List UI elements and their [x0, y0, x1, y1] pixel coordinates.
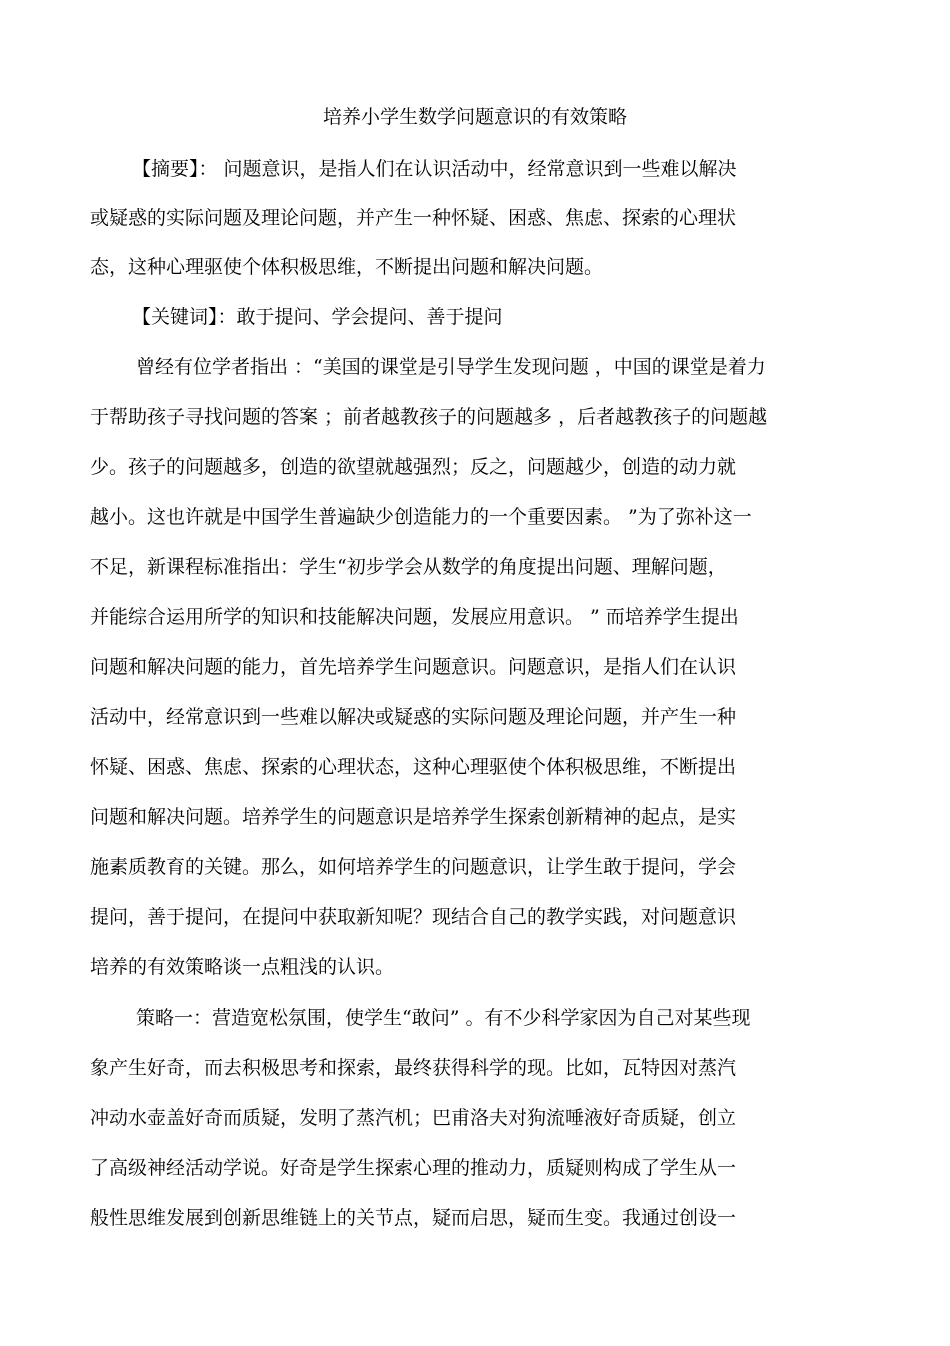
- strategy-paragraph-line: 策略一：营造宽松氛围，使学生“敢问” 。有不少科学家因为自己对某些现: [136, 1007, 751, 1029]
- body-paragraph-line: 提问，善于提问，在提问中获取新知呢？现结合自己的教学实践，对问题意识: [90, 906, 737, 928]
- body-paragraph-line: 活动中，经常意识到一些难以解决或疑惑的实际问题及理论问题，并产生一种: [90, 706, 737, 728]
- document-title: 培养小学生数学问题意识的有效策略: [322, 106, 627, 128]
- abstract-line: 或疑惑的实际问题及理论问题，并产生一种怀疑、困惑、焦虑、探索的心理状: [90, 207, 737, 229]
- body-paragraph-line: 施素质教育的关键。那么，如何培养学生的问题意识，让学生敢于提问，学会: [90, 856, 737, 878]
- body-paragraph-line: 曾经有位学者指出 ：“美国的课堂是引导学生发现问题 ，中国的课堂是着力: [136, 356, 766, 378]
- body-paragraph-line: 怀疑、困惑、焦虑、探索的心理状态，这种心理驱使个体积极思维，不断提出: [90, 756, 737, 778]
- body-paragraph-line: 并能综合运用所学的知识和技能解决问题，发展应用意识。 ” 而培养学生提出: [90, 606, 739, 628]
- strategy-paragraph-line: 般性思维发展到创新思维链上的关节点，疑而启思，疑而生变。我通过创设一: [90, 1207, 737, 1229]
- body-paragraph-line: 少。孩子的问题越多，创造的欲望就越强烈；反之，问题越少，创造的动力就: [90, 456, 737, 478]
- strategy-paragraph-line: 象产生好奇，而去积极思考和探索，最终获得科学的现。比如，瓦特因对蒸汽: [90, 1057, 737, 1079]
- body-paragraph-line: 于帮助孩子寻找问题的答案 ；前者越教孩子的问题越多 ，后者越教孩子的问题越: [90, 406, 768, 428]
- keywords-line: 【关键词】：敢于提问、学会提问、善于提问: [132, 306, 503, 328]
- body-paragraph-line: 问题和解决问题的能力，首先培养学生问题意识。问题意识，是指人们在认识: [90, 656, 737, 678]
- body-paragraph-line: 培养的有效策略谈一点粗浅的认识。: [90, 956, 395, 978]
- strategy-paragraph-line: 了高级神经活动学说。好奇是学生探索心理的推动力，质疑则构成了学生从一: [90, 1157, 737, 1179]
- abstract-line: 【摘要】： 问题意识，是指人们在认识活动中，经常意识到一些难以解决: [132, 158, 737, 180]
- abstract-line: 态，这种心理驱使个体积极思维，不断提出问题和解决问题。: [90, 256, 604, 278]
- body-paragraph-line: 问题和解决问题。培养学生的问题意识是培养学生探索创新精神的起点，是实: [90, 806, 737, 828]
- strategy-paragraph-line: 冲动水壶盖好奇而质疑，发明了蒸汽机；巴甫洛夫对狗流唾液好奇质疑，创立: [90, 1107, 737, 1129]
- body-paragraph-line: 越小。这也许就是中国学生普遍缺少创造能力的一个重要因素。 ”为了弥补这一: [90, 506, 752, 528]
- body-paragraph-line: 不足，新课程标准指出：学生“初步学会从数学的角度提出问题、理解问题，: [90, 556, 727, 578]
